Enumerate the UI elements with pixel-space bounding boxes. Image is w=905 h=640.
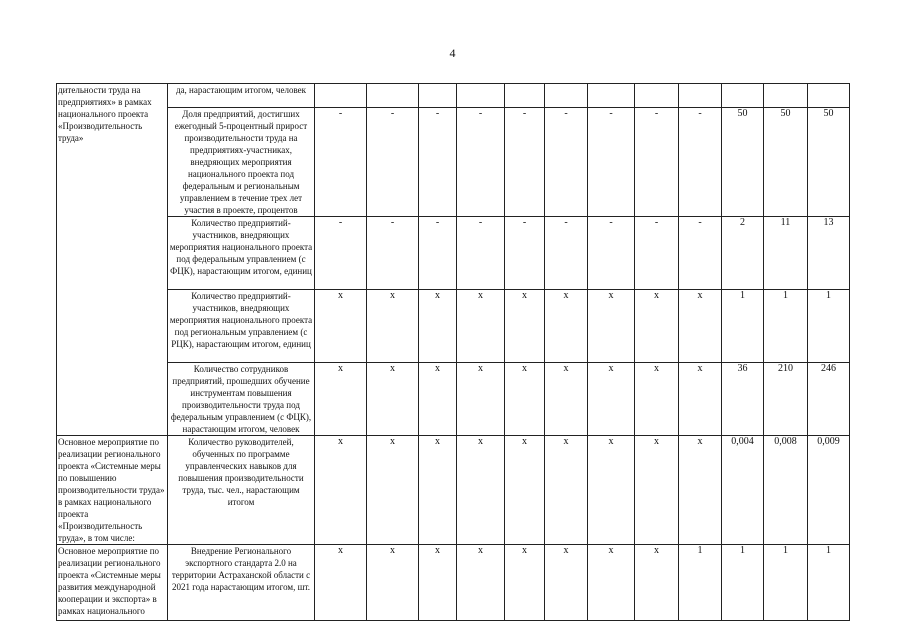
value-cell: x xyxy=(315,545,367,621)
value-cell: - xyxy=(505,108,545,217)
value-cell: x xyxy=(588,290,635,363)
value-cell: - xyxy=(635,217,679,290)
page-number: 4 xyxy=(449,46,456,60)
value-cell: 36 xyxy=(722,363,764,436)
value-cell: x xyxy=(588,545,635,621)
value-cell: x xyxy=(419,436,457,545)
value-cell: 13 xyxy=(808,217,850,290)
value-cell: - xyxy=(505,217,545,290)
value-cell: 0,004 xyxy=(722,436,764,545)
value-cell xyxy=(635,84,679,108)
value-cell: 50 xyxy=(722,108,764,217)
value-cell: - xyxy=(635,108,679,217)
table-row xyxy=(57,217,850,290)
value-cell: x xyxy=(505,290,545,363)
value-cell: x xyxy=(545,436,588,545)
indicator-cell: Доля предприятий, достигших ежегодный 5-процентный прирост производительности труда на предприятиях-участниках, внедряющих мероприятия национального проекта под федеральным и региональным управлением в течение трех лет участия в проекте, процентов xyxy=(168,108,315,217)
event-cell: Основное мероприятие по реализации регионального проекта «Системные меры развития международной кооперации и экспорта» в рамках национального xyxy=(57,545,168,621)
value-cell: x xyxy=(367,545,419,621)
value-cell: x xyxy=(367,290,419,363)
value-cell: 2 xyxy=(722,217,764,290)
value-cell xyxy=(764,84,808,108)
value-cell: 0,008 xyxy=(764,436,808,545)
value-cell: - xyxy=(315,217,367,290)
value-cell: x xyxy=(505,363,545,436)
table-row xyxy=(57,108,850,217)
value-cell: x xyxy=(419,545,457,621)
value-cell: x xyxy=(545,363,588,436)
value-cell: 1 xyxy=(808,290,850,363)
program-indicators-table xyxy=(56,83,850,621)
value-cell xyxy=(315,84,367,108)
value-cell: x xyxy=(419,363,457,436)
value-cell: 50 xyxy=(808,108,850,217)
value-cell: x xyxy=(635,363,679,436)
indicator-cell: Количество предприятий-участников, внедряющих мероприятия национального проекта под региональным управлением (с РЦК), нарастающим итогом, единиц xyxy=(168,290,315,363)
event-cell: Основное мероприятие по реализации регионального проекта «Системные меры по повышению производительности труда» в рамках национального проекта «Производительность труда», в том числе: xyxy=(57,436,168,545)
indicator-cell: Количество руководителей, обученных по программе управленческих навыков для повышения производительности труда, тыс. чел., нарастающим итогом xyxy=(168,436,315,545)
value-cell: 1 xyxy=(764,545,808,621)
value-cell xyxy=(808,84,850,108)
value-cell: x xyxy=(457,363,505,436)
value-cell: 50 xyxy=(764,108,808,217)
value-cell: x xyxy=(635,545,679,621)
value-cell: x xyxy=(367,363,419,436)
table-row xyxy=(57,545,850,621)
value-cell: x xyxy=(315,290,367,363)
value-cell: 1 xyxy=(722,545,764,621)
value-cell: x xyxy=(679,290,722,363)
value-cell xyxy=(505,84,545,108)
value-cell: x xyxy=(545,290,588,363)
indicator-cell: Количество предприятий-участников, внедряющих мероприятия национального проекта под федеральным управлением (с ФЦК), нарастающим итогом, единиц xyxy=(168,217,315,290)
indicator-cell: да, нарастающим итогом, человек xyxy=(168,84,315,108)
value-cell: - xyxy=(367,108,419,217)
value-cell: 1 xyxy=(679,545,722,621)
value-cell: 210 xyxy=(764,363,808,436)
value-cell: x xyxy=(457,290,505,363)
value-cell: - xyxy=(457,217,505,290)
value-cell: x xyxy=(545,545,588,621)
value-cell: x xyxy=(635,436,679,545)
value-cell: - xyxy=(419,217,457,290)
table-row xyxy=(57,290,850,363)
value-cell: x xyxy=(588,436,635,545)
table-row xyxy=(57,436,850,545)
value-cell xyxy=(419,84,457,108)
value-cell: x xyxy=(505,545,545,621)
value-cell: - xyxy=(679,108,722,217)
value-cell xyxy=(545,84,588,108)
value-cell: x xyxy=(315,363,367,436)
event-cell: дительности труда на предприятиях» в рамках национального проекта «Производительность труда» xyxy=(57,84,168,436)
value-cell: x xyxy=(315,436,367,545)
value-cell: x xyxy=(588,363,635,436)
value-cell: x xyxy=(457,545,505,621)
value-cell: - xyxy=(457,108,505,217)
value-cell: x xyxy=(367,436,419,545)
value-cell: - xyxy=(545,217,588,290)
indicator-cell: Внедрение Регионального экспортного стандарта 2.0 на территории Астраханской области с 2021 года нарастающим итогом, шт. xyxy=(168,545,315,621)
value-cell: - xyxy=(588,217,635,290)
value-cell: 246 xyxy=(808,363,850,436)
value-cell: x xyxy=(419,290,457,363)
value-cell: - xyxy=(588,108,635,217)
value-cell: - xyxy=(367,217,419,290)
value-cell: 0,009 xyxy=(808,436,850,545)
value-cell: - xyxy=(545,108,588,217)
value-cell: - xyxy=(679,217,722,290)
value-cell xyxy=(588,84,635,108)
value-cell: - xyxy=(315,108,367,217)
value-cell: x xyxy=(505,436,545,545)
value-cell: 1 xyxy=(722,290,764,363)
value-cell: x xyxy=(679,436,722,545)
value-cell xyxy=(367,84,419,108)
value-cell xyxy=(457,84,505,108)
value-cell xyxy=(722,84,764,108)
value-cell: 11 xyxy=(764,217,808,290)
table-row xyxy=(57,84,850,108)
value-cell: - xyxy=(419,108,457,217)
indicator-cell: Количество сотрудников предприятий, прошедших обучение инструментам повышения производительности труда под федеральным управлением (с ФЦК), нарастающим итогом, человек xyxy=(168,363,315,436)
value-cell: x xyxy=(457,436,505,545)
value-cell: x xyxy=(635,290,679,363)
table-row xyxy=(57,363,850,436)
value-cell: 1 xyxy=(808,545,850,621)
value-cell: 1 xyxy=(764,290,808,363)
value-cell: x xyxy=(679,363,722,436)
value-cell xyxy=(679,84,722,108)
